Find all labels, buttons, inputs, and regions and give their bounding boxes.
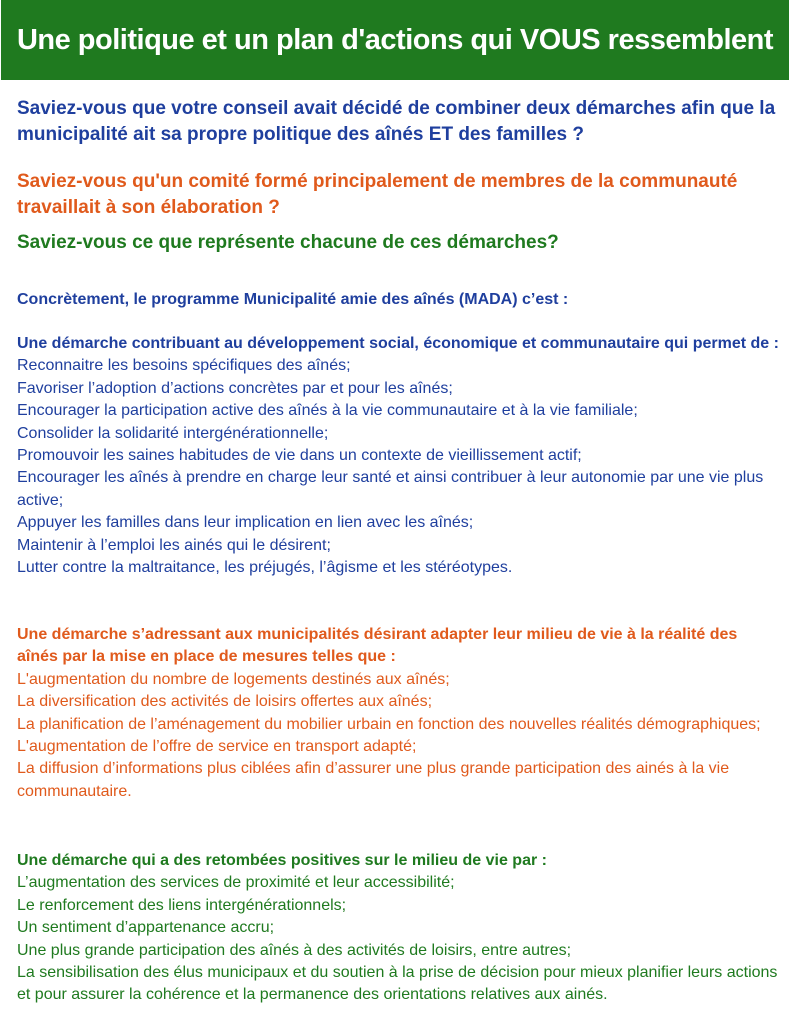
list-item: L’augmentation des services de proximité et leur accessibilité; [17,874,455,892]
list-item: Une plus grande participation des aînés à des activités de loisirs, entre autres; [17,941,572,959]
question-3: Saviez-vous ce que représente chacune de ces démarches? [17,232,559,253]
title-banner [1,0,789,80]
list-item: L'augmentation du nombre de logements destinés aux aînés; [17,670,450,688]
section-heading: Une démarche contribuant au développement social, économique et communautaire qui permet de : [17,335,779,352]
list-item: La sensibilisation des élus municipaux et du soutien à la prise de décision pour mieux planifier leurs actions et pour assurer la cohérence et la permanence des orientations relatives aux ainés. [17,964,778,1004]
section-municipalities [17,624,782,803]
intro-text: Concrètement, le programme Municipalité amie des aînés (MADA) c’est : [17,291,569,308]
section-development [17,333,782,579]
list-item: Le renforcement des liens intergénérationnels; [17,896,347,914]
list-item: Reconnaitre les besoins spécifiques des aînés; [17,357,351,375]
list-item: La planification de l’aménagement du mobilier urbain en fonction des nouvelles réalités démographiques; [17,715,761,733]
list-item: Lutter contre la maltraitance, les préjugés, l’âgisme et les stéréotypes. [17,559,513,577]
list-item: L'augmentation de l’offre de service en transport adapté; [17,738,417,756]
section-benefits [17,850,782,1007]
list-item: Encourager les aînés à prendre en charge leur santé et ainsi contribuer à leur autonomie par une vie plus active; [17,469,764,509]
list-item: Un sentiment d’appartenance accru; [17,919,275,937]
list-item: Appuyer les familles dans leur implication en lien avec les aînés; [17,514,474,532]
list-item: Maintenir à l’emploi les ainés qui le désirent; [17,536,331,554]
list-item: Favoriser l’adoption d’actions concrètes par et pour les aînés; [17,379,453,397]
list-item: Consolider la solidarité intergénérationnelle; [17,424,329,442]
list-item: La diffusion d’informations plus ciblées afin d’assurer une plus grande participation des ainés à la vie communautaire. [17,760,730,800]
list-item: Encourager la participation active des aînés à la vie communautaire et à la vie familiale; [17,402,638,420]
list-item: Promouvoir les saines habitudes de vie dans un contexte de vieillissement actif; [17,447,582,465]
list-item: La diversification des activités de loisirs offertes aux aînés; [17,693,433,711]
question-2: Saviez-vous qu'un comité formé principalement de membres de la communauté travaillait à son élaboration ? [17,171,738,218]
page-title: Une politique et un plan d'actions qui VOUS ressemblent [16,23,774,56]
section-heading: Une démarche qui a des retombées positives sur le milieu de vie par : [17,852,547,869]
section-heading: Une démarche s’adressant aux municipalités désirant adapter leur milieu de vie à la réalité des aînés par la mise en place de mesures telles que : [17,626,738,666]
question-1: Saviez-vous que votre conseil avait décidé de combiner deux démarches afin que la municipalité ait sa propre politique des aînés ET des familles ? [17,98,776,145]
